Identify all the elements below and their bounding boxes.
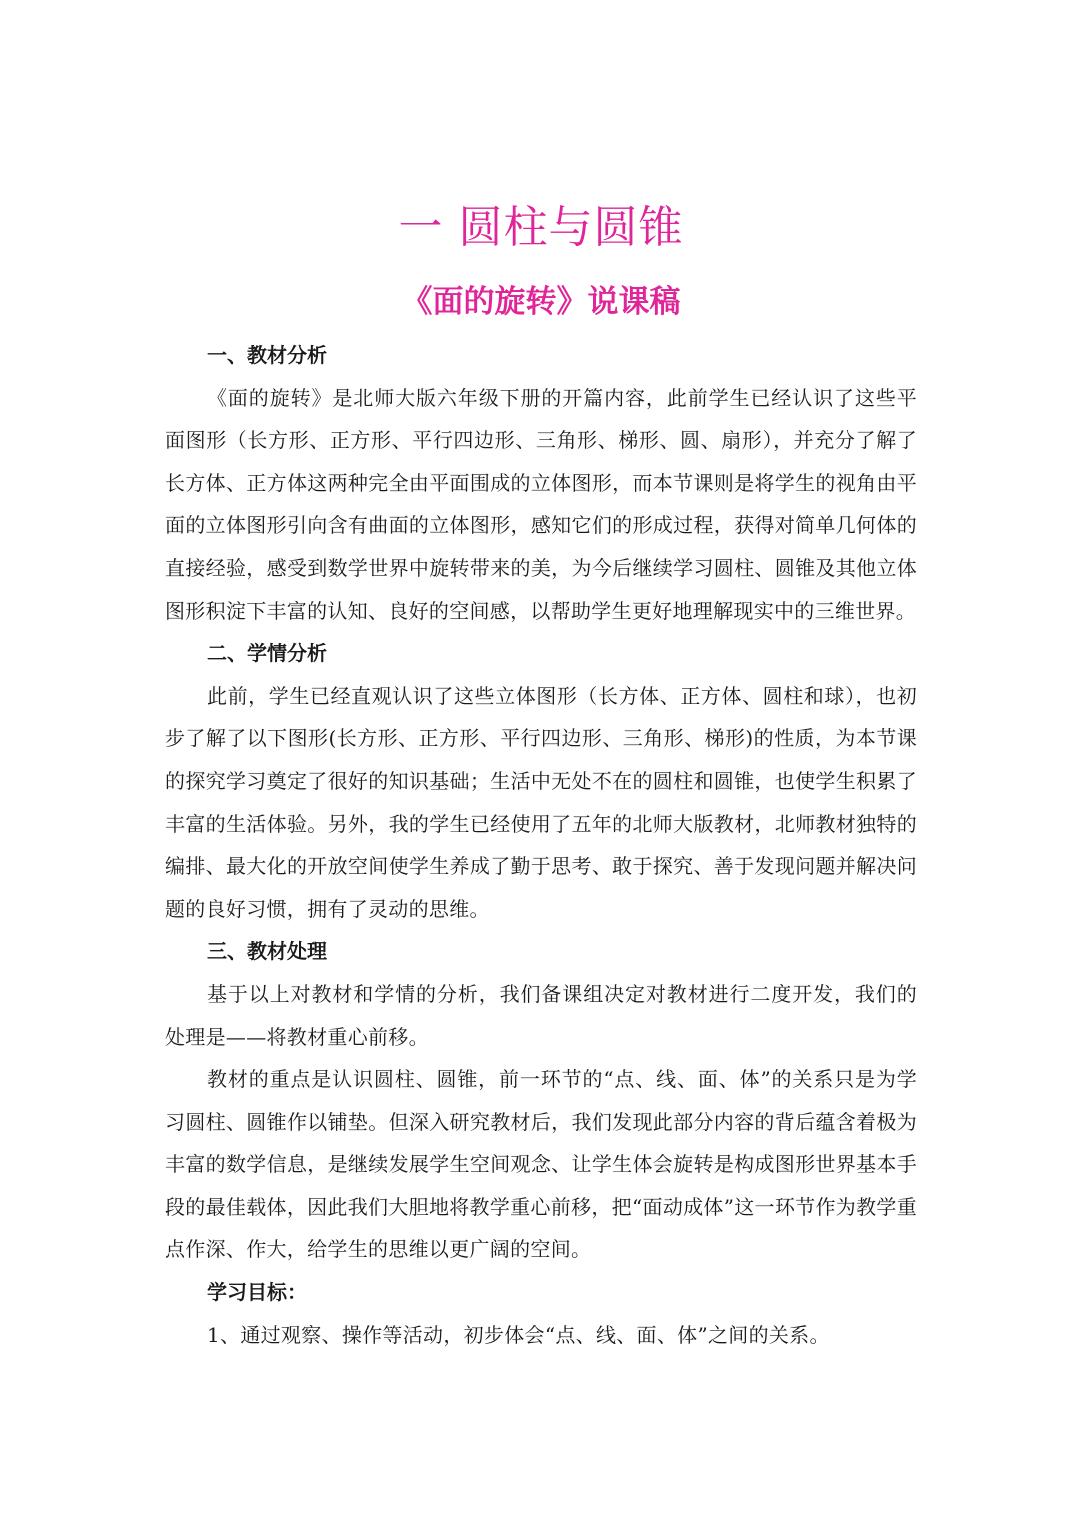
- section-heading-textbook-processing: 三、教材处理: [207, 939, 327, 964]
- paragraph: 此前，学生已经直观认识了这些立体图形（长方体、正方体、圆柱和球），也初步了解了以下图形(长方形、正方形、平行四边形、三角形、梯形)的性质，为本节课的探究学习奠定了很好的知识基础；生活中无处不在的圆柱和圆锥，也使学生积累了丰富的生活体验。另外，我的学生已经使用了五年的北师大版教材，北师教材独特的编排、最大化的开放空间使学生养成了勤于思考、敢于探究、善于发现问题并解决问题的良好习惯，拥有了灵动的思维。: [165, 683, 917, 921]
- section-heading-textbook-analysis: 一、教材分析: [207, 343, 327, 367]
- paragraph: 基于以上对教材和学情的分析，我们备课组决定对教材进行二度开发，我们的处理是——将教材重心前移。: [165, 981, 917, 1049]
- paragraph: 《面的旋转》是北师大版六年级下册的开篇内容，此前学生已经认识了这些平面图形（长方形、正方形、平行四边形、三角形、梯形、圆、扇形），并充分了解了长方体、正方体这两种完全由平面围成的立体图形，而本节课则是将学生的视角由平面的立体图形引向含有曲面的立体图形，感知它们的形成过程，获得对简单几何体的直接经验，感受到数学世界中旋转带来的美，为今后继续学习圆柱、圆锥及其他立体图形积淀下丰富的认知、良好的空间感，以帮助学生更好地理解现实中的三维世界。: [165, 385, 917, 623]
- section-heading-learning-goals: 学习目标：: [207, 1280, 307, 1305]
- paragraph: 教材的重点是认识圆柱、圆锥，前一环节的“点、线、面、体”的关系只是为学习圆柱、圆锥作以铺垫。但深入研究教材后，我们发现此部分内容的背后蕴含着极为丰富的数学信息，是继续发展学生空间观念、让学生体会旋转是构成图形世界基本手段的最佳载体，因此我们大胆地将教学重心前移，把“面动成体”这一环节作为教学重点作深、作大，给学生的思维以更广阔的空间。: [165, 1067, 917, 1262]
- document-subtitle: 《面的旋转》说课稿: [401, 284, 681, 320]
- section-heading-student-analysis: 二、学情分析: [207, 641, 327, 666]
- document-title: 一 圆柱与圆锥: [398, 202, 684, 253]
- paragraph: 1、通过观察、操作等活动，初步体会“点、线、面、体”之间的关系。: [207, 1322, 830, 1347]
- document-body: [165, 196, 917, 1356]
